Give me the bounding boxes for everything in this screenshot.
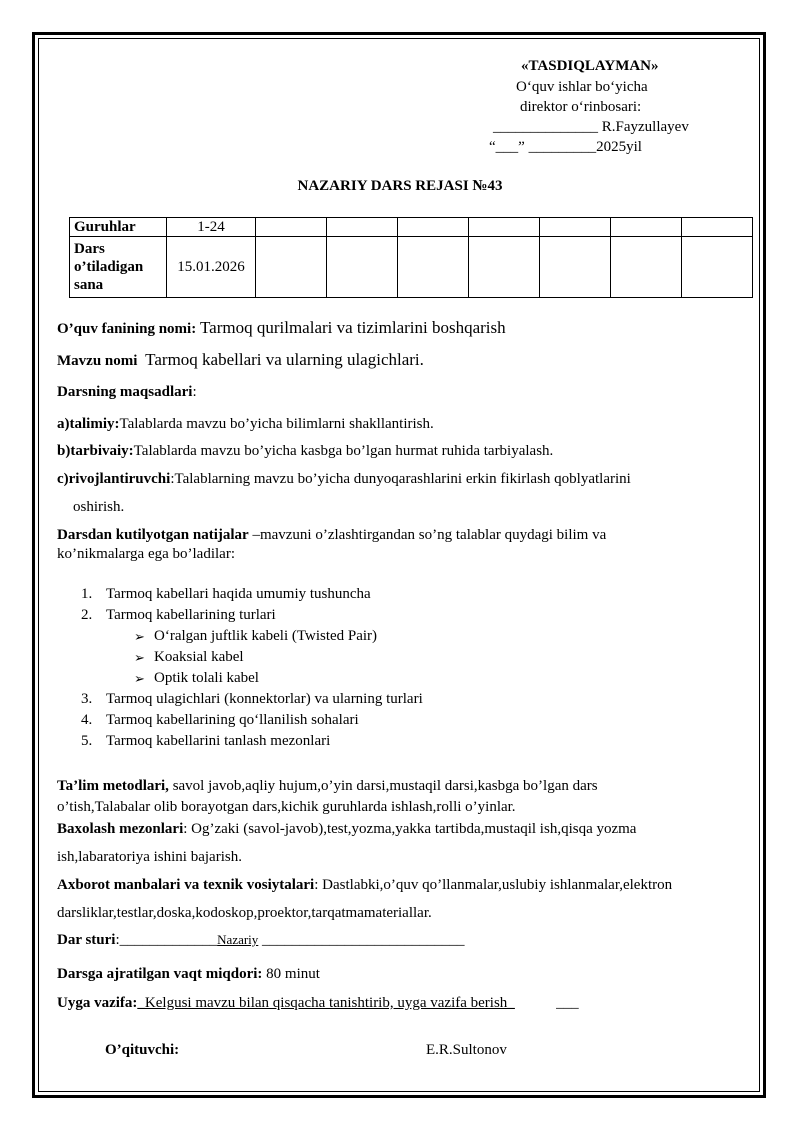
groups-value: 1-24 xyxy=(167,218,256,237)
list-number: 4. xyxy=(81,712,93,728)
table-cell xyxy=(540,237,611,298)
homework-label: Uyga vazifa: xyxy=(57,995,138,1011)
methods-label: Ta’lim metodlari, xyxy=(57,778,169,794)
teacher-name: E.R.Sultonov xyxy=(426,1042,507,1058)
table-cell xyxy=(469,237,540,298)
methods-text: savol javob,aqliy hujum,o’yin darsi,mustaqil darsi,kasbga bo’lgan dars xyxy=(168,778,598,794)
list-item-text: Tarmoq kabellarini tanlash mezonlari xyxy=(106,733,331,749)
table-cell xyxy=(256,218,327,237)
lesson-date-label: Dars o’tiladigan sana xyxy=(70,237,167,298)
table-cell xyxy=(682,237,753,298)
lesson-type-line xyxy=(57,932,465,949)
list-item-text: Tarmoq ulagichlari (konnektorlar) va ularning turlari xyxy=(106,691,423,707)
table-cell xyxy=(611,218,682,237)
goal-c-text: :Talablarning mavzu bo’yicha dunyoqarashlarini erkin fikirlash qoblyatlarini xyxy=(170,471,631,487)
homework-value: _Kelgusi mavzu bilan qisqacha tanishtirib, uyga vazifa berish_ xyxy=(137,995,515,1011)
list-item-text: Tarmoq kabellarining turlari xyxy=(106,607,276,623)
lesson-type-blank: :_____________ xyxy=(115,932,218,948)
list-number: 1. xyxy=(81,586,93,602)
results-label: Darsdan kutilyotgan natijalar xyxy=(57,527,249,543)
lesson-type-value: Nazariy xyxy=(217,932,259,947)
table-cell xyxy=(682,218,753,237)
goal-a xyxy=(57,416,434,433)
assessment-line xyxy=(57,821,636,838)
results-intro-continued: ko’nikmalarga ega bo’ladilar: xyxy=(57,546,235,562)
goal-a-label: a)talimiy: xyxy=(57,416,120,432)
topic-label: Mavzu nomi xyxy=(57,353,138,369)
goals-heading xyxy=(57,384,197,401)
assessment-label: Baxolash mezonlari xyxy=(57,821,184,837)
assessment-text: : Og’zaki (savol-javob),test,yozma,yakka tartibda,mustaqil ish,qisqa yozma xyxy=(183,821,637,837)
methods-line xyxy=(57,778,598,795)
arrow-bullet-icon: ➢ xyxy=(134,629,145,644)
methods-continued: o’tish,Talabalar olib borayotgan dars,kichik guruhlarda ishlash,rolli o’yinlar. xyxy=(57,799,516,815)
teacher-label: O’qituvchi: xyxy=(105,1042,180,1058)
table-cell xyxy=(327,218,398,237)
sources-text: : Dastlabki,o’quv qo’llanmalar,uslubiy ishlanmalar,elektron xyxy=(314,877,673,893)
sources-continued: darsliklar,testlar,doska,kodoskop,proektor,tarqatmamateriallar. xyxy=(57,905,432,921)
duration-label: Darsga ajratilgan vaqt miqdori: xyxy=(57,966,263,982)
goal-b-label: b)tarbivaiy: xyxy=(57,443,134,459)
approval-position-line1: O‘quv ishlar bo‘yicha xyxy=(516,79,648,95)
topic-value: Tarmoq kabellari va ularning ulagichlari. xyxy=(145,350,424,369)
table-cell xyxy=(398,218,469,237)
subject-value: Tarmoq qurilmalari va tizimlarini boshqarish xyxy=(199,318,506,337)
homework-blank: ___ xyxy=(514,995,579,1011)
table-cell xyxy=(611,237,682,298)
groups-label: Guruhlar xyxy=(70,218,167,237)
table-cell xyxy=(398,237,469,298)
duration-line xyxy=(57,966,320,983)
subject-label: O’quv fanining nomi: xyxy=(57,321,197,337)
sub-list-item-text: Koaksial kabel xyxy=(154,649,244,665)
table-row xyxy=(70,237,753,298)
results-text: –mavzuni o’zlashtirgandan so’ng talablar quydagi bilim va xyxy=(248,527,607,543)
groups-table xyxy=(69,217,753,298)
goal-b-text: Talablarda mavzu bo’yicha kasbga bo’lgan hurmat ruhida tarbiyalash. xyxy=(133,443,554,459)
list-item-text: Tarmoq kabellarining qo‘llanilish sohalari xyxy=(106,712,359,728)
goals-heading-colon: : xyxy=(192,384,197,400)
approval-date-line: “___” _________2025yil xyxy=(489,139,642,155)
sub-list-item-text: O‘ralgan juftlik kabeli (Twisted Pair) xyxy=(154,628,378,644)
assessment-continued: ish,labaratoriya ishini bajarish. xyxy=(57,849,242,865)
lesson-type-blank-tail: ___________________________ xyxy=(258,932,465,948)
topic-line xyxy=(57,350,424,370)
goal-c xyxy=(57,471,631,488)
goal-c-label: c)rivojlantiruvchi xyxy=(57,471,171,487)
goal-a-text: Talablarda mavzu bo’yicha bilimlarni shakllantirish. xyxy=(119,416,434,432)
arrow-bullet-icon: ➢ xyxy=(134,650,145,665)
table-row xyxy=(70,218,753,237)
results-intro xyxy=(57,527,606,544)
table-cell xyxy=(540,218,611,237)
approval-position-line2: direktor o‘rinbosari: xyxy=(520,99,642,115)
homework-line xyxy=(57,995,579,1012)
table-cell xyxy=(256,237,327,298)
subject-line xyxy=(57,318,506,338)
arrow-bullet-icon: ➢ xyxy=(134,671,145,686)
table-cell xyxy=(469,218,540,237)
approval-title: «TASDIQLAYMAN» xyxy=(521,58,659,74)
duration-value: 80 minut xyxy=(262,966,320,982)
lesson-type-label: Dar sturi xyxy=(57,932,116,948)
goal-b xyxy=(57,443,553,460)
goal-c-continued: oshirish. xyxy=(73,499,125,515)
sources-line xyxy=(57,877,672,894)
sub-list-item-text: Optik tolali kabel xyxy=(154,670,259,686)
list-number: 3. xyxy=(81,691,93,707)
sources-label: Axborot manbalari va texnik vosiytalari xyxy=(57,877,315,893)
document-title: NAZARIY DARS REJASI №43 xyxy=(297,178,503,194)
goals-heading-text: Darsning maqsadlari xyxy=(57,384,193,400)
table-cell xyxy=(327,237,398,298)
lesson-date-value: 15.01.2026 xyxy=(167,237,256,298)
list-number: 2. xyxy=(81,607,93,623)
list-item-text: Tarmoq kabellari haqida umumiy tushuncha xyxy=(106,586,371,602)
list-number: 5. xyxy=(81,733,93,749)
approval-signature-line: ______________ R.Fayzullayev xyxy=(493,119,689,135)
